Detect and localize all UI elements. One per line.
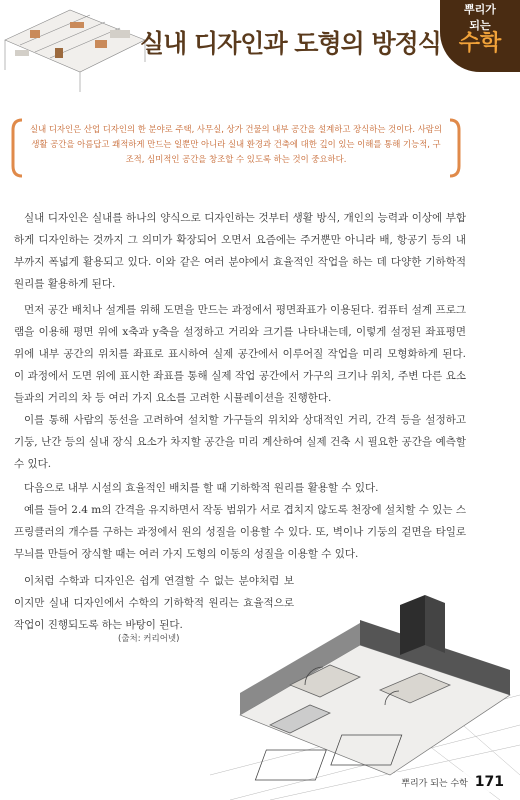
paragraph: 실내 디자인은 실내를 하나의 양식으로 디자인하는 것부터 생활 방식, 개인의 능력과 이상에 부합하게 디자인하는 것까지 그 의미가 확장되어 오면서 요즘에는 주거뿐만 아니라 배, 항공기 등의 내부까지 폭넓게 활용되고 있다. 이와 같은 여러 분야에서 효율적인 작업을 하는 데 다양한 기하학적 원리를 활용하게 된다. — [14, 212, 466, 290]
footer-label: 뿌리가 되는 수학 — [401, 779, 468, 789]
series-line-2: 되는 — [469, 19, 491, 32]
summary-text: 실내 디자인은 산업 디자인의 한 분야로 주택, 사무실, 상가 건물의 내부 공간을 설계하고 장식하는 것이다. 사람의 생활 공간을 아름답고 쾌적하게 만드는 일뿐만 아니라 실내 환경과 건축에 대한 깊이 있는 이해를 통해 기능적, 구조적, 심미적인 공간을 창조할 수 있도록 하는 것이 중요하다. — [30, 124, 442, 164]
body-paragraph-3 — [14, 477, 466, 565]
interior-sketch-illustration — [0, 0, 150, 95]
source-citation: (출처: 커리어넷) — [118, 634, 180, 644]
body-paragraph-2 — [14, 299, 466, 475]
page-title: 실내 디자인과 도형의 방정식 — [140, 29, 441, 58]
series-badge — [440, 0, 520, 72]
right-bracket-icon — [448, 118, 462, 178]
page-footer — [395, 772, 510, 792]
paragraph: 먼저 공간 배치나 설계를 위해 도면을 만드는 과정에서 평면좌표가 이용된다. 컴퓨터 설계 프로그램을 이용해 평면 위에 x축과 y축을 설정하고 거리와 크기를 나타내는데, 이렇게 설정된 좌표평면 위에 내부 공간의 위치를 좌표로 표시하여 실제 공간에서 이루어질 작업을 미리 모형화하게 된다. 이 과정에서 도면 위에 표시한 좌표를 통해 실제 작업 공간에서 가구의 크기나 위치, 주변 다른 요소들과의 거리의 차 등 여러 가지 요소를 고려한 시뮬레이션을 진행한다. — [14, 304, 466, 404]
paragraph: 예를 들어 2.4 m의 간격을 유지하면서 작동 범위가 서로 겹치지 않도록 천장에 설치할 수 있는 스프링클러의 개수를 구하는 과정에서 원의 성질을 이용할 수 있다. 또, 벽이나 기둥의 겉면을 타일로 무늬를 만들어 장식할 때는 여러 가지 도형의 이동의 성질을 이용할 수 있다. — [14, 504, 466, 560]
page-number: 171 — [474, 774, 504, 790]
paragraph: 다음으로 내부 시설의 효율적인 배치를 할 때 기하학적 원리를 활용할 수 있다. — [24, 482, 379, 494]
summary-box — [10, 118, 462, 178]
body-paragraph-1 — [14, 207, 466, 295]
paragraph: 이처럼 수학과 디자인은 쉽게 연결할 수 없는 분야처럼 보이지만 실내 디자인에서 수학의 기하학적 원리는 효율적으로 작업이 진행되도록 하는 바탕이 된다. — [14, 575, 294, 631]
left-bracket-icon — [10, 118, 24, 178]
series-line-1: 뿌리가 — [464, 3, 496, 16]
paragraph: 이를 통해 사람의 동선을 고려하여 설치할 가구들의 위치와 상대적인 거리, 간격 등을 설정하고 기둥, 난간 등의 실내 장식 요소가 차지할 공간을 미리 계산하여 실제 건축 시 필요한 공간을 예측할 수 있다. — [14, 414, 466, 470]
series-subject: 수학 — [458, 31, 502, 56]
house-floorplan-illustration — [210, 575, 520, 800]
